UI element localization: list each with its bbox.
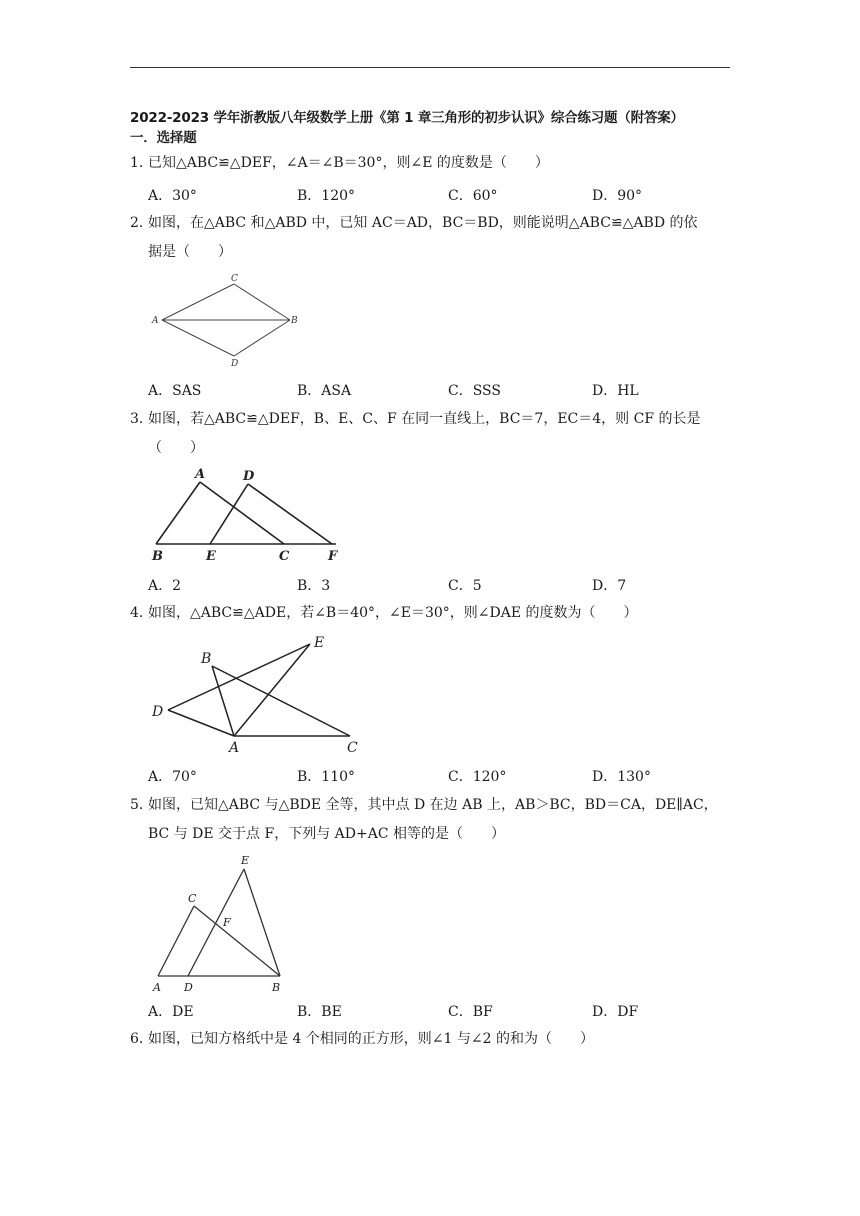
segment-ae xyxy=(234,644,310,736)
segment-ac xyxy=(200,482,284,544)
option-c: C．120° xyxy=(448,769,507,785)
label-d: D xyxy=(184,981,193,994)
label-a: A xyxy=(195,467,206,482)
option-b: B．BE xyxy=(297,1004,342,1020)
option-a: A．30° xyxy=(148,188,197,204)
question-text: 如图，已知△ABC 与△BDE 全等，其中点 D 在边 AB 上，AB＞BC，BD＝CA，DE∥AC， xyxy=(148,797,718,813)
label-a: A xyxy=(152,316,159,326)
section-heading: 一．选择题 xyxy=(130,130,197,146)
option-a: A．2 xyxy=(148,578,182,594)
label-c: C xyxy=(188,892,197,905)
question-text-cont: 据是（ ） xyxy=(148,244,232,260)
option-c: C．SSS xyxy=(448,383,501,399)
label-d: D xyxy=(231,359,239,369)
question-text: 如图，在△ABC 和△ABD 中，已知 AC＝AD，BC＝BD，则能说明△ABC≌△ABD 的依 xyxy=(148,215,698,231)
question-text: 如图，若△ABC≌△DEF，B、E、C、F 在同一直线上，BC＝7，EC＝4，则 CF 的长是 xyxy=(148,411,701,427)
segment-df xyxy=(248,484,332,544)
label-a: A xyxy=(229,740,240,756)
figure-q4 xyxy=(150,630,370,760)
segment-cb xyxy=(234,284,290,320)
question-text-cont: （ ） xyxy=(148,440,204,456)
label-b: B xyxy=(272,981,281,994)
label-b: B xyxy=(201,651,212,667)
label-d: D xyxy=(152,704,164,720)
question-text: 已知△ABC≌△DEF，∠A＝∠B＝30°，则∠E 的度数是（ ） xyxy=(148,155,549,171)
option-d: D．130° xyxy=(592,769,651,785)
option-d: D．7 xyxy=(592,578,627,594)
option-b: B．ASA xyxy=(297,383,352,399)
label-b: B xyxy=(291,316,298,326)
option-a: A．DE xyxy=(148,1004,194,1020)
segment-ac xyxy=(158,906,194,976)
label-f: F xyxy=(328,549,338,564)
option-b: B．110° xyxy=(297,769,356,785)
figure-q2 xyxy=(150,270,310,370)
label-c: C xyxy=(279,549,290,564)
segment-ad xyxy=(162,320,234,356)
figure-q3 xyxy=(150,466,350,566)
question-number: 5． xyxy=(130,797,153,813)
question-text: 如图，已知方格纸中是 4 个相同的正方形，则∠1 与∠2 的和为（ ） xyxy=(148,1031,594,1047)
option-b: B．3 xyxy=(297,578,331,594)
question-text-cont: BC 与 DE 交于点 F，下列与 AD+AC 相等的是（ ） xyxy=(148,826,506,842)
figure-q5 xyxy=(150,852,290,997)
label-c: C xyxy=(347,740,358,756)
option-d: D．HL xyxy=(592,383,639,399)
segment-eb xyxy=(244,869,280,976)
segment-ba xyxy=(156,482,200,544)
question-number: 6． xyxy=(130,1031,153,1047)
question-number: 2． xyxy=(130,215,153,231)
question-number: 1． xyxy=(130,155,153,171)
header-rule xyxy=(130,67,730,68)
segment-db xyxy=(234,320,290,356)
label-d: D xyxy=(243,469,255,484)
label-a: A xyxy=(153,981,161,994)
option-b: B．120° xyxy=(297,188,356,204)
option-a: A．70° xyxy=(148,769,197,785)
segment-bc xyxy=(212,666,350,736)
label-e: E xyxy=(314,635,325,651)
option-c: C．5 xyxy=(448,578,482,594)
segment-ba xyxy=(212,666,234,736)
option-c: C．60° xyxy=(448,188,498,204)
option-d: D．90° xyxy=(592,188,643,204)
segment-da xyxy=(168,710,234,736)
option-d: D．DF xyxy=(592,1004,639,1020)
question-number: 3． xyxy=(130,411,153,427)
document-title: 2022-2023 学年浙教版八年级数学上册《第 1 章三角形的初步认识》综合练习题（附答案） xyxy=(130,110,684,126)
option-a: A．SAS xyxy=(148,383,202,399)
question-text: 如图，△ABC≌△ADE，若∠B＝40°，∠E＝30°，则∠DAE 的度数为（ ） xyxy=(148,605,638,621)
segment-ac xyxy=(162,284,234,320)
question-number: 4． xyxy=(130,605,153,621)
label-c: C xyxy=(231,274,238,284)
segment-de xyxy=(188,869,244,976)
label-e: E xyxy=(241,854,250,867)
label-b: B xyxy=(152,549,163,564)
label-e: E xyxy=(206,549,216,564)
segment-de xyxy=(168,644,310,710)
label-f: F xyxy=(223,916,231,929)
option-c: C．BF xyxy=(448,1004,493,1020)
